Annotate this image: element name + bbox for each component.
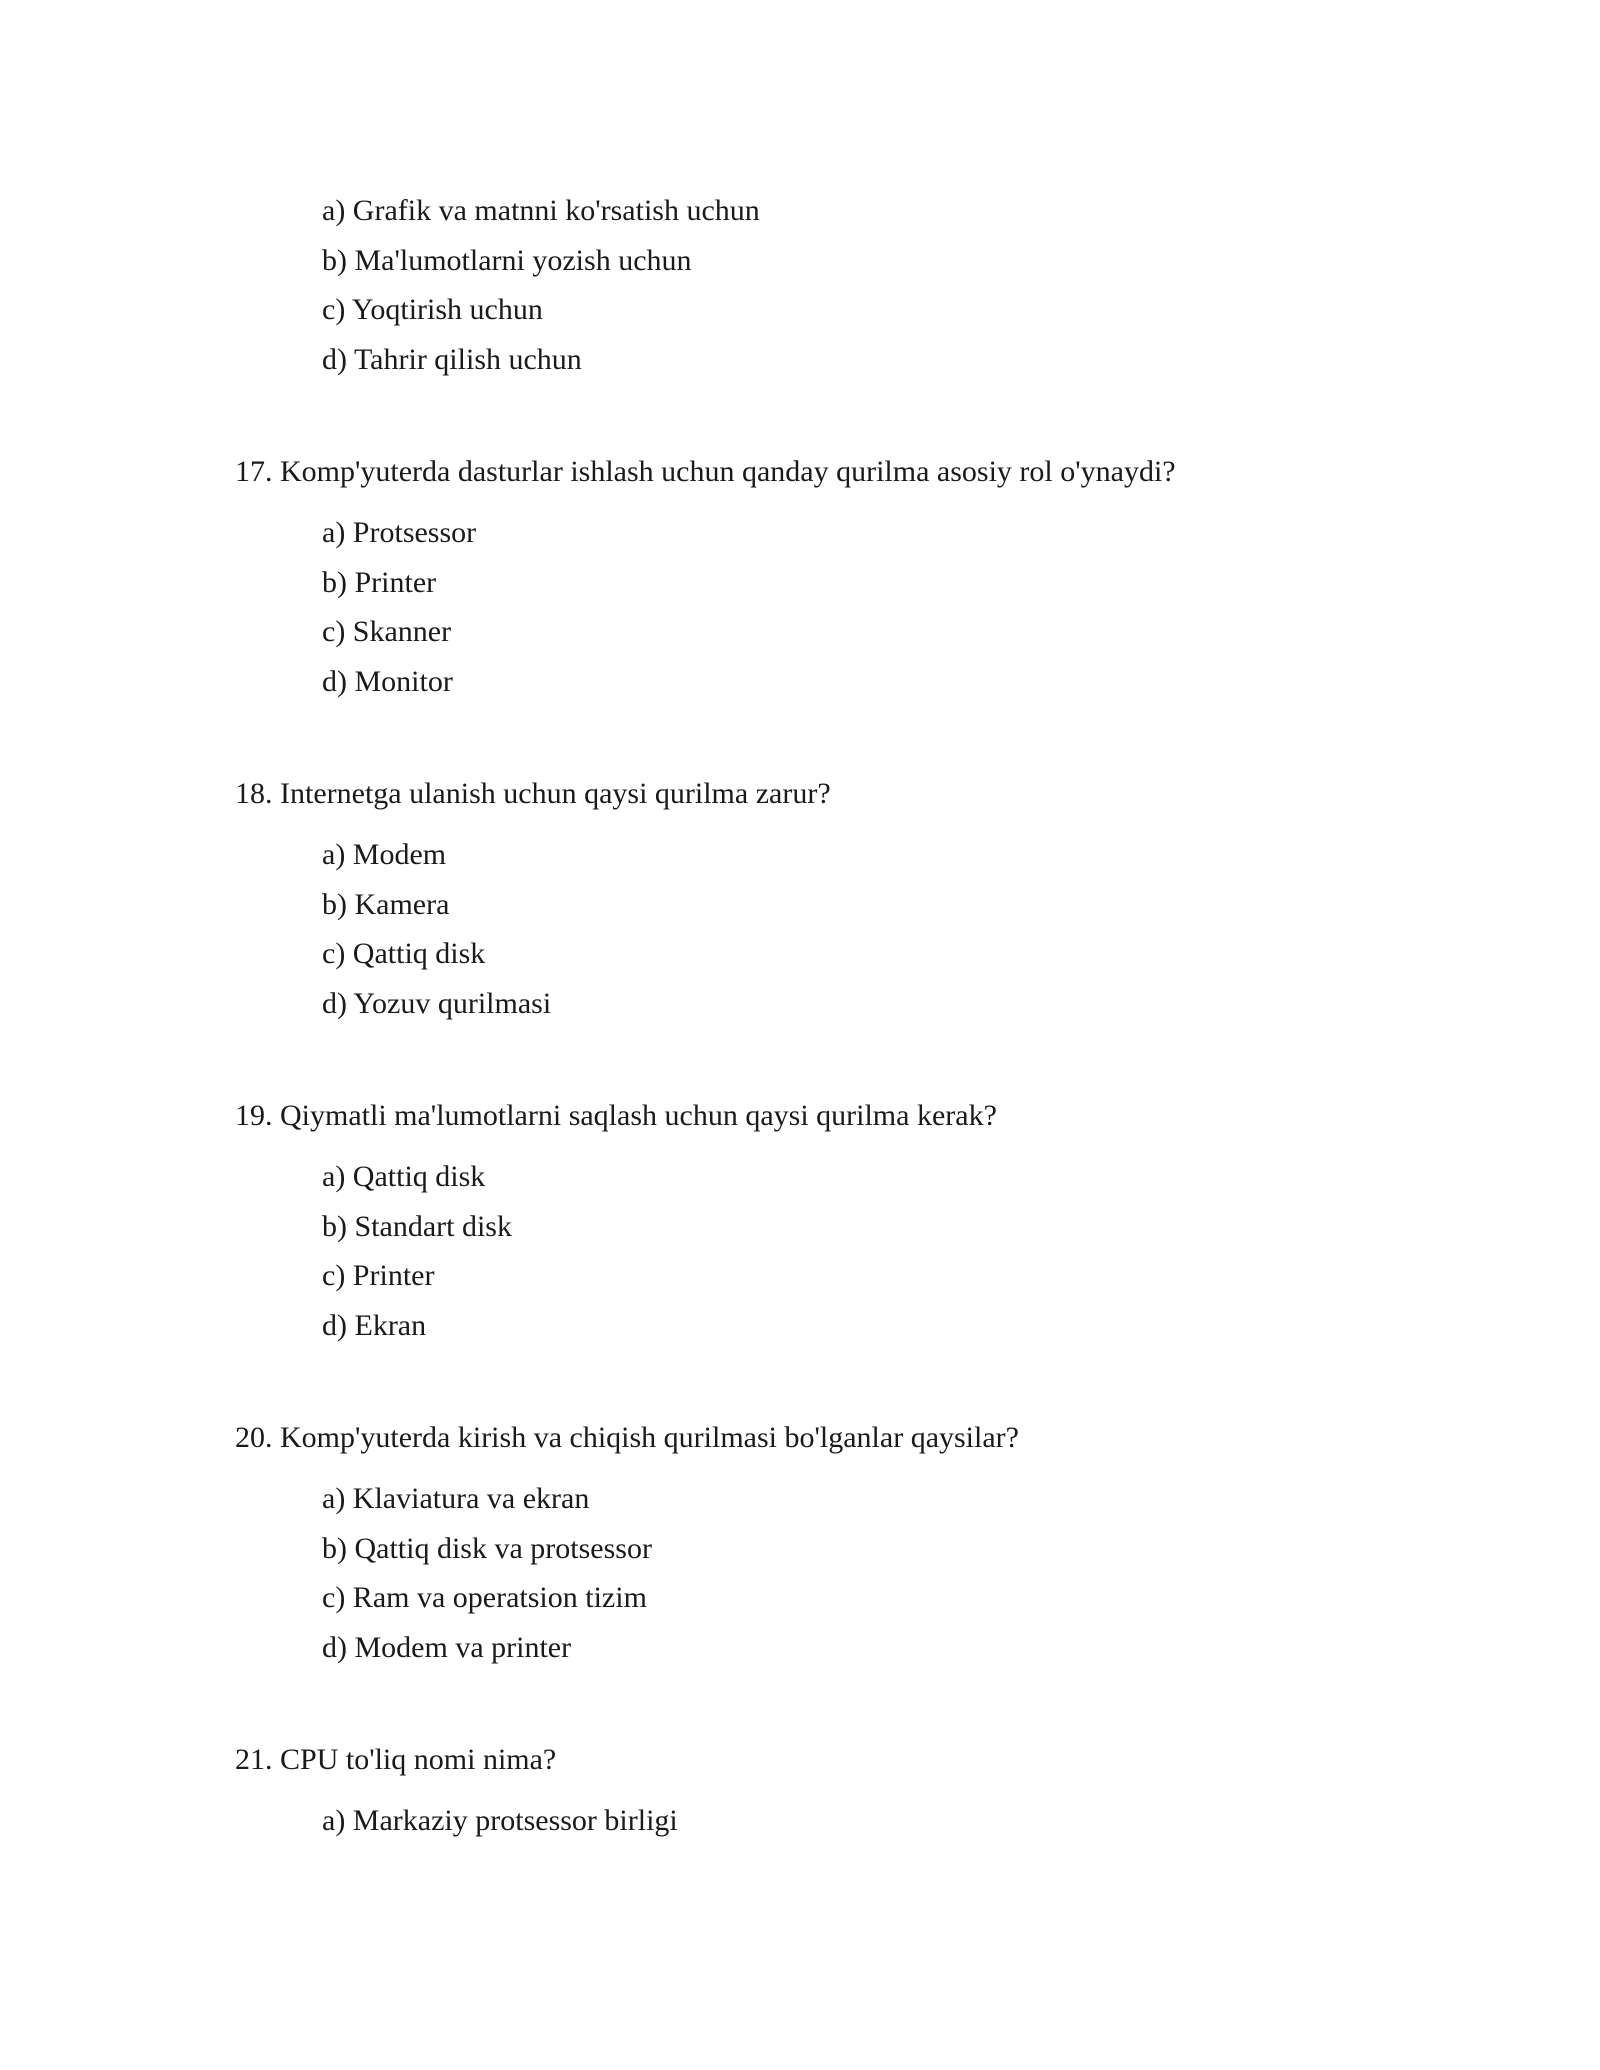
option-item: a) Modem (322, 838, 447, 871)
option-item: c) Yoqtirish uchun (322, 293, 543, 326)
option-item: d) Modem va printer (322, 1630, 572, 1664)
option-item: d) Yozuv qurilmasi (322, 986, 552, 1020)
option-item: b) Ma'lumotlarni yozish uchun (322, 243, 692, 277)
option-item: b) Printer (322, 565, 437, 599)
option-item: a) Klaviatura va ekran (322, 1482, 590, 1515)
continued-options-list (322, 186, 760, 384)
options-list (322, 1796, 678, 1846)
option-item: c) Ram va operatsion tizim (322, 1581, 647, 1614)
option-item: c) Printer (322, 1259, 435, 1292)
option-item: b) Qattiq disk va protsessor (322, 1531, 652, 1565)
question-19 (235, 1096, 997, 1350)
options-list (322, 830, 831, 1028)
option-item: b) Kamera (322, 887, 450, 921)
question-20 (235, 1418, 1019, 1672)
option-item: c) Qattiq disk (322, 937, 486, 970)
option-item: a) Protsessor (322, 516, 477, 549)
option-item: d) Ekran (322, 1308, 427, 1342)
question-text: 17. Komp'yuterda dasturlar ishlash uchun qanday qurilma asosiy rol o'ynaydi? (235, 455, 1176, 488)
option-item: a) Grafik va matnni ko'rsatish uchun (322, 194, 760, 227)
options-list (322, 1474, 1019, 1672)
option-item: d) Tahrir qilish uchun (322, 342, 582, 376)
question-text: 21. CPU to'liq nomi nima? (235, 1743, 557, 1776)
question-18 (235, 774, 831, 1028)
options-list (322, 508, 1176, 706)
question-text: 20. Komp'yuterda kirish va chiqish qurilmasi bo'lganlar qaysilar? (235, 1421, 1019, 1454)
question-text: 19. Qiymatli ma'lumotlarni saqlash uchun qaysi qurilma kerak? (235, 1099, 997, 1132)
option-item: d) Monitor (322, 664, 453, 698)
question-17 (235, 452, 1176, 706)
options-list (322, 1152, 997, 1350)
option-item: a) Qattiq disk (322, 1160, 486, 1193)
option-item: c) Skanner (322, 615, 452, 648)
option-item: b) Standart disk (322, 1209, 512, 1243)
question-21 (235, 1740, 678, 1846)
question-text: 18. Internetga ulanish uchun qaysi qurilma zarur? (235, 777, 831, 810)
option-item: a) Markaziy protsessor birligi (322, 1804, 678, 1837)
